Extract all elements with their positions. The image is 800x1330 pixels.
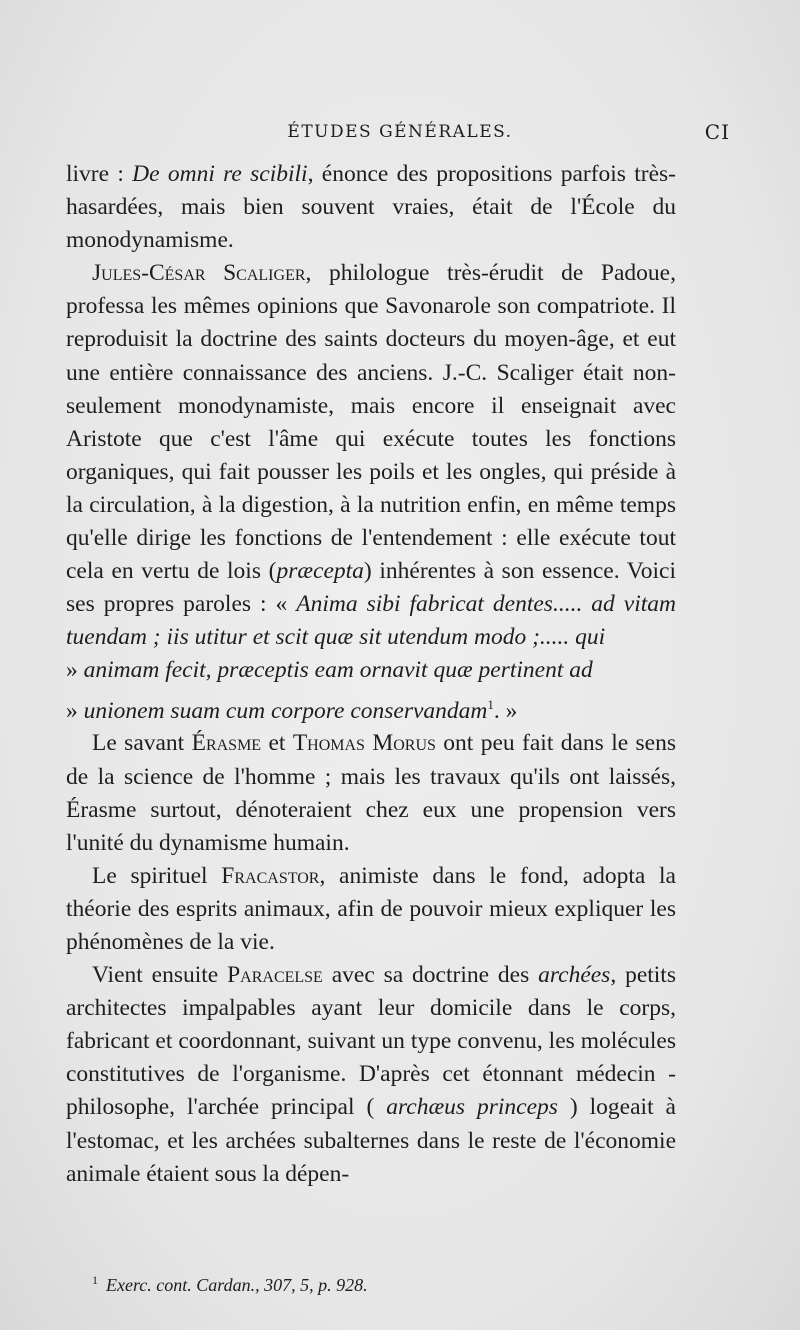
- text-run: , énonce des propositions parfois très-hasardées, mais bien souvent vraies, était de l'École du monodynamisme.: [66, 161, 676, 254]
- footnote-number: 1: [92, 1273, 98, 1287]
- paragraph-1: [66, 158, 676, 257]
- person-name: Paracelse: [227, 962, 323, 989]
- footnote-ref: 1: [487, 696, 494, 712]
- text-run: Le spirituel: [92, 862, 222, 889]
- latin-quote: Anima sibi fabricat dentes..... ad vitam tuendam ; iis utitur et scit quæ sit utendum modo ;..... qui: [66, 591, 676, 651]
- person-name: Fracastor: [221, 862, 320, 889]
- footnote: [92, 1268, 692, 1297]
- text-run: ) inhérentes à son essence. Voici ses propres paroles : «: [66, 558, 676, 618]
- text-run: Vient ensuite: [92, 962, 228, 989]
- page-header: [70, 118, 730, 148]
- person-name: Érasme: [191, 730, 262, 757]
- italic-term: archées: [538, 962, 611, 989]
- text-run: , animiste dans le fond, adopta la théorie des esprits animaux, afin de pouvoir mieux expliquer les phénomènes de la vie.: [66, 862, 676, 955]
- footnote-text: Exerc. cont. Cardan., 307, 5, p. 928.: [106, 1275, 368, 1295]
- latin-quote: unionem suam cum corpore conservandam: [83, 697, 488, 724]
- text-run: , philologue très-érudit de Padoue, professa les mêmes opinions que Savonarole son compatriote. Il reproduisit la doctrine des saints docteurs du moyen-âge, et eut une entière connaissance des anciens. J.-C. Scaliger était non-seulement monodynamiste, mais encore il enseignait avec Aristote que c'est l'âme qui exécute toutes les fonctions organiques, qui fait pousser les poils et les ongles, qui préside à la circulation, à la digestion, à la nutrition enfin, en même temps qu'elle dirige les fonctions de l'entendement : elle exécute tout cela en vertu de lois (: [66, 260, 676, 585]
- person-name: Jules-César Scaliger: [92, 260, 306, 287]
- person-name: Thomas Morus: [292, 730, 436, 757]
- text-run: et: [261, 730, 293, 757]
- text-run: livre :: [66, 161, 133, 187]
- text-run: avec sa doctrine des: [322, 962, 539, 989]
- latin-quote: animam fecit, præceptis eam ornavit quæ pertinent ad: [83, 657, 593, 684]
- running-head: ÉTUDES GÉNÉRALES.: [287, 122, 513, 142]
- page-number: CI: [704, 120, 730, 144]
- italic-title: De omni re scibili: [132, 161, 308, 187]
- text-run: ont peu fait dans le sens de la science de l'homme ; mais les travaux qu'ils ont laissés, Érasme surtout, dénoteraient chez eux une propension vers l'unité du dynamisme humain.: [66, 730, 677, 856]
- text-run: ) logeait à l'estomac, et les archées subalternes dans le reste de l'économie animale étaient sous la dépen-: [66, 1094, 676, 1187]
- italic-term: archæus princeps: [386, 1094, 558, 1121]
- text-run: , petits architectes impalpables ayant leur domicile dans le corps, fabricant et coordonnant, suivant un type convenu, les molécules constitutives de l'organisme. D'après cet étonnant médecin - philosophe, l'archée principal (: [66, 962, 676, 1121]
- paragraph-5: [66, 959, 676, 1191]
- paragraph-3: [66, 727, 676, 859]
- paragraph-2: Jules-César Scaliger, philologue très-érudit de Padoue, professa les mêmes opinions que Savonarole son compatriote. Il reproduisit la doctrine des saints docteurs du moyen-âge, et eut une entière connaissance des anciens. J.-C. Scaliger était non-seulement monodynamiste, mais encore il enseignait avec Aristote que c'est l'âme qui exécute toutes les fonctions organiques, qui fait pousser les poils et les ongles, qui préside à la circulation, à la digestion, à la nutrition enfin, en même temps qu'elle dirige les fonctions de l'entendement : elle exécute tout cela en vertu de lois (præcepta) inhérentes à son essence. Voici ses propres paroles : « Anima sibi fabricat dentes..... ad vitam tuendam ; iis utitur et scit quæ sit utendum modo ;..... qui » animam fecit, præceptis eam ornavit quæ pertinent ad » unionem suam cum corpore conservandam$^1$. »: [66, 260, 676, 724]
- text-run: Le savant: [92, 730, 192, 757]
- paragraph-4: [66, 860, 676, 959]
- body-text: [66, 158, 676, 1191]
- text-run: . »: [493, 697, 518, 724]
- italic-term: præcepta: [276, 558, 364, 585]
